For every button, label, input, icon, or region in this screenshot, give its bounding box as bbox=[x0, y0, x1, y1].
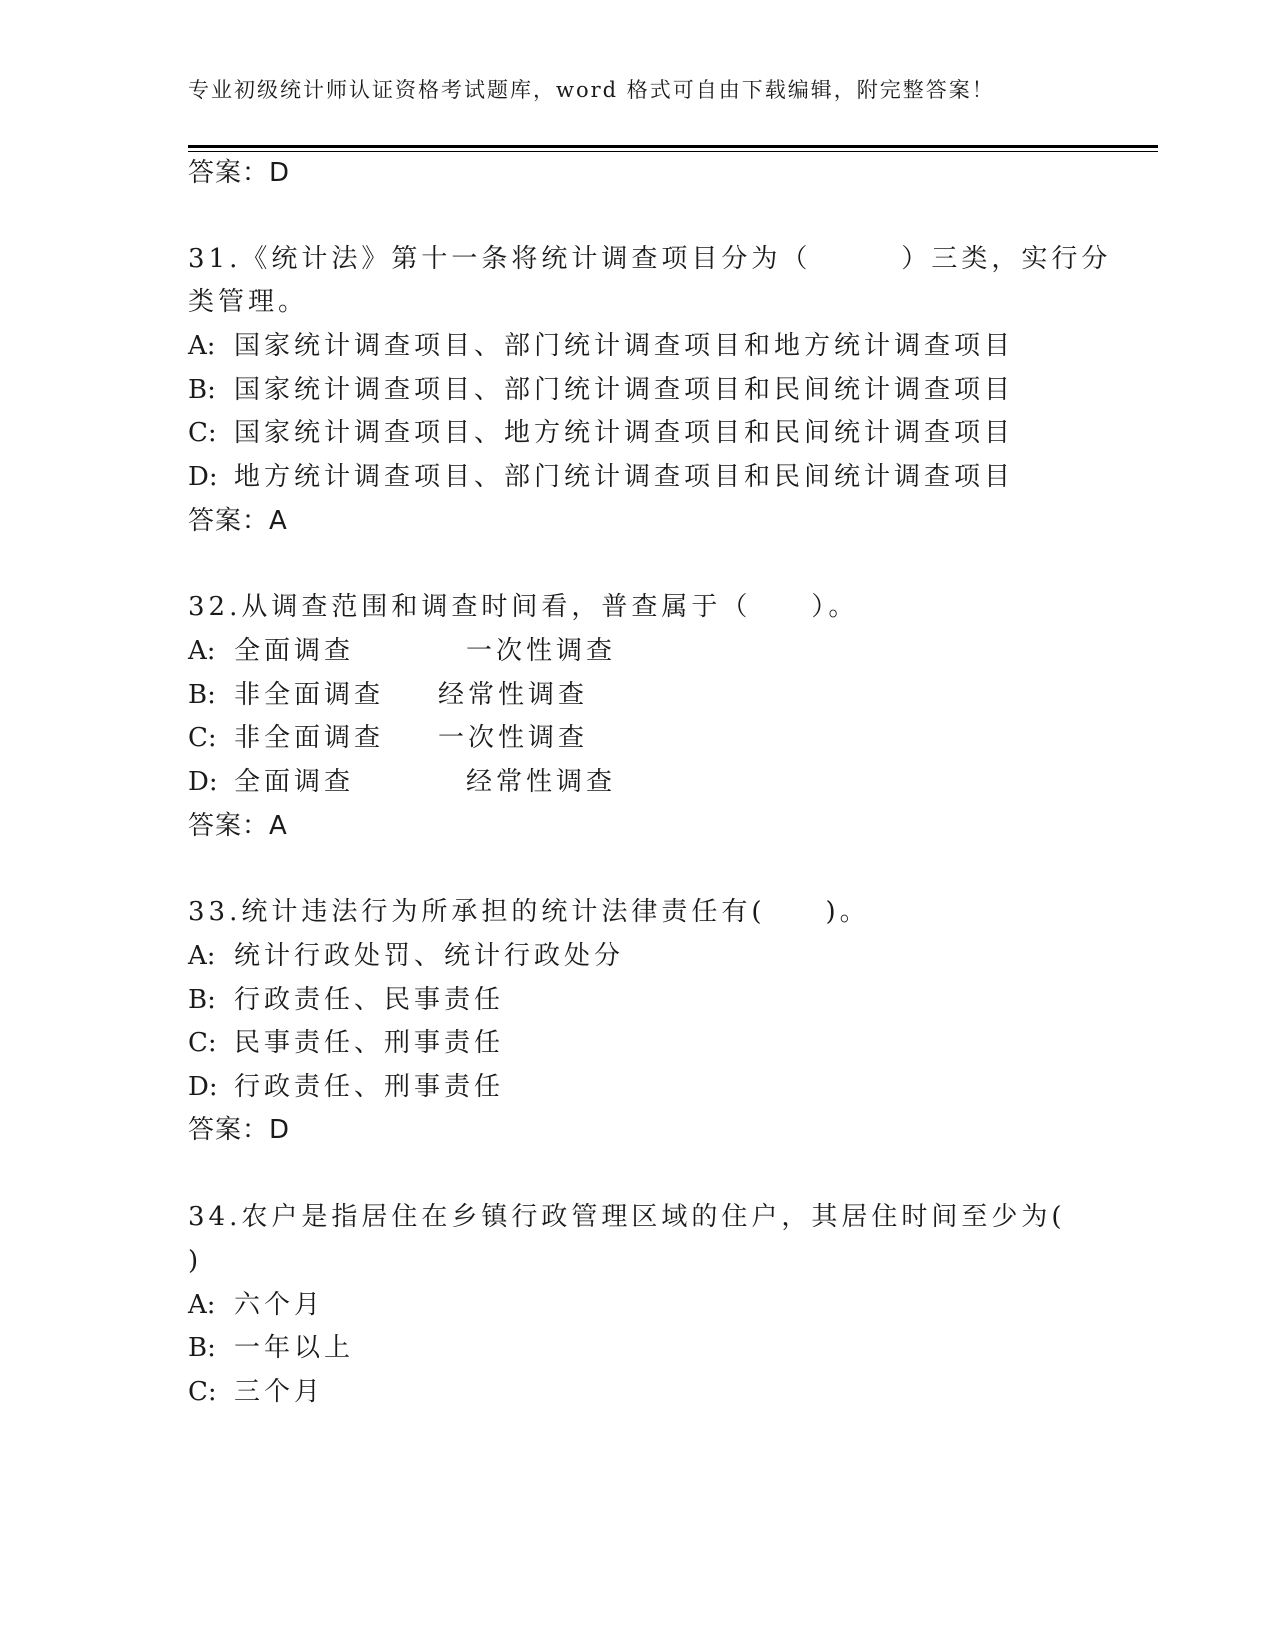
option-text-secondary: 一次性调查 bbox=[466, 636, 617, 666]
option-label: B: bbox=[188, 680, 216, 710]
question-stem: 33.统计违法行为所承担的统计法律责任有( )。 bbox=[188, 897, 870, 927]
option-label: B: bbox=[188, 375, 216, 405]
question-stem: 34.农户是指居住在乡镇行政管理区域的住户，其居住时间至少为( bbox=[188, 1202, 1066, 1232]
option-label: D: bbox=[188, 462, 218, 492]
option-a bbox=[188, 1290, 324, 1320]
option-text: 民事责任、刑事责任 bbox=[234, 1028, 505, 1058]
question-stem: 31.《统计法》第十一条将统计调查项目分为（ ）三类，实行分 bbox=[188, 244, 1112, 274]
answer-line: 答案：D bbox=[188, 1115, 291, 1145]
option-text: 国家统计调查项目、地方统计调查项目和民间统计调查项目 bbox=[234, 418, 1015, 448]
option-c bbox=[188, 723, 788, 753]
option-b bbox=[188, 680, 788, 710]
option-text: 非全面调查 bbox=[234, 680, 385, 710]
option-text-secondary: 一次性调查 bbox=[438, 723, 589, 753]
option-label: C: bbox=[188, 1377, 217, 1407]
option-text: 全面调查 bbox=[234, 767, 355, 797]
option-text: 国家统计调查项目、部门统计调查项目和民间统计调查项目 bbox=[234, 375, 1015, 405]
option-label: D: bbox=[188, 767, 218, 797]
option-text: 国家统计调查项目、部门统计调查项目和地方统计调查项目 bbox=[234, 331, 1015, 361]
option-label: C: bbox=[188, 723, 217, 753]
option-d bbox=[188, 767, 788, 797]
option-a bbox=[188, 941, 624, 971]
option-c bbox=[188, 1377, 324, 1407]
option-text: 地方统计调查项目、部门统计调查项目和民间统计调查项目 bbox=[234, 462, 1015, 492]
header-rule bbox=[188, 145, 1158, 148]
option-label: A: bbox=[188, 636, 216, 666]
answer-line: 答案：A bbox=[188, 811, 288, 841]
header-rule-thin bbox=[188, 151, 1158, 152]
question-stem-cont: ) bbox=[188, 1246, 203, 1276]
option-label: A: bbox=[188, 941, 216, 971]
header-note: 专业初级统计师认证资格考试题库，word 格式可自由下载编辑，附完整答案！ bbox=[188, 78, 995, 102]
answer-line: 答案：D bbox=[188, 158, 291, 188]
option-a bbox=[188, 331, 1014, 361]
option-label: A: bbox=[188, 331, 216, 361]
option-text: 三个月 bbox=[234, 1377, 325, 1407]
option-d bbox=[188, 462, 1014, 492]
option-label: B: bbox=[188, 985, 216, 1015]
option-text: 统计行政处罚、统计行政处分 bbox=[234, 941, 625, 971]
option-text-secondary: 经常性调查 bbox=[466, 767, 617, 797]
option-label: C: bbox=[188, 1028, 217, 1058]
option-label: D: bbox=[188, 1072, 218, 1102]
option-text: 六个月 bbox=[234, 1290, 325, 1320]
option-text: 一年以上 bbox=[234, 1333, 355, 1363]
option-label: A: bbox=[188, 1290, 216, 1320]
option-label: C: bbox=[188, 418, 217, 448]
question-stem-cont: 类管理。 bbox=[188, 287, 309, 317]
option-text: 行政责任、刑事责任 bbox=[234, 1072, 505, 1102]
answer-line: 答案：A bbox=[188, 506, 288, 536]
option-text-secondary: 经常性调查 bbox=[438, 680, 589, 710]
option-text: 行政责任、民事责任 bbox=[234, 985, 505, 1015]
option-a bbox=[188, 636, 788, 666]
option-b bbox=[188, 375, 1014, 405]
option-label: B: bbox=[188, 1333, 216, 1363]
option-d bbox=[188, 1072, 504, 1102]
option-c bbox=[188, 1028, 504, 1058]
option-b bbox=[188, 985, 504, 1015]
option-c bbox=[188, 418, 1014, 448]
question-stem: 32.从调查范围和调查时间看，普查属于（ ）。 bbox=[188, 592, 859, 622]
option-text: 非全面调查 bbox=[234, 723, 385, 753]
option-text: 全面调查 bbox=[234, 636, 355, 666]
option-b bbox=[188, 1333, 354, 1363]
